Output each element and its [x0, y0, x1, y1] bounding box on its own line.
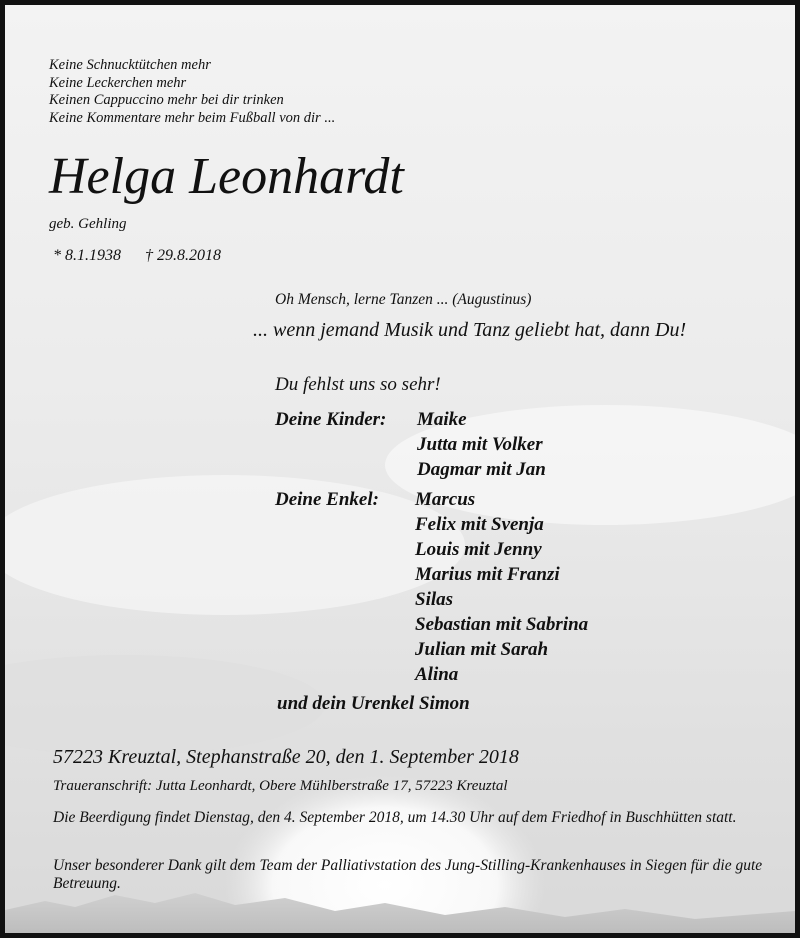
birth-name: geb. Gehling — [49, 216, 127, 232]
opening-poem — [49, 57, 335, 127]
poem-line: Keine Schnucktütchen mehr — [49, 57, 211, 73]
children-label: Deine Kinder: — [275, 409, 387, 430]
list-item: Jutta mit Volker — [417, 434, 543, 455]
birth-date: * 8.1.1938 — [53, 247, 121, 264]
great-grandchild-line: und dein Urenkel Simon — [277, 693, 470, 714]
quote-line-main: ... wenn jemand Musik und Tanz geliebt hat, dann Du! — [253, 319, 687, 341]
list-item: Louis mit Jenny — [415, 539, 542, 560]
poem-line: Keine Kommentare mehr beim Fußball von dir ... — [49, 109, 336, 126]
death-date: † 29.8.2018 — [145, 247, 221, 264]
mourners-list — [275, 407, 588, 687]
list-item: Silas — [415, 589, 454, 610]
list-item: Dagmar mit Jan — [417, 459, 546, 480]
list-item: Marcus — [415, 489, 476, 510]
life-dates — [53, 247, 221, 265]
list-item: Julian mit Sarah — [415, 639, 549, 660]
poem-line: Keine Leckerchen mehr — [49, 74, 187, 91]
thanks-notice: Unser besonderer Dank gilt dem Team der Palliativstation des Jung-Stilling-Krankenhauses in Siegen für die gute Betreuung. — [53, 857, 763, 892]
children-names — [417, 407, 588, 482]
burial-notice: Die Beerdigung findet Dienstag, den 4. September 2018, um 14.30 Uhr auf dem Friedhof in Buschhütten statt. — [53, 809, 737, 826]
place-and-date: 57223 Kreuztal, Stephanstraße 20, den 1. September 2018 — [53, 746, 519, 768]
grandchildren-group — [275, 487, 588, 687]
grandchildren-label: Deine Enkel: — [275, 489, 379, 510]
grandchildren-names — [415, 487, 588, 687]
deceased-name: Helga Leonhardt — [49, 148, 404, 205]
poem-line: Keinen Cappuccino mehr bei dir trinken — [49, 92, 284, 108]
list-item: Maike — [417, 409, 467, 430]
list-item: Sebastian mit Sabrina — [415, 614, 589, 635]
children-group — [275, 407, 588, 482]
list-item: Felix mit Svenja — [415, 514, 544, 535]
list-item: Marius mit Franzi — [415, 564, 560, 585]
miss-line: Du fehlst uns so sehr! — [275, 374, 441, 395]
quote-line: Oh Mensch, lerne Tanzen ... (Augustinus) — [275, 291, 532, 308]
mourning-address: Traueranschrift: Jutta Leonhardt, Obere Mühlberstraße 17, 57223 Kreuztal — [53, 778, 508, 794]
list-item: Alina — [415, 664, 459, 685]
